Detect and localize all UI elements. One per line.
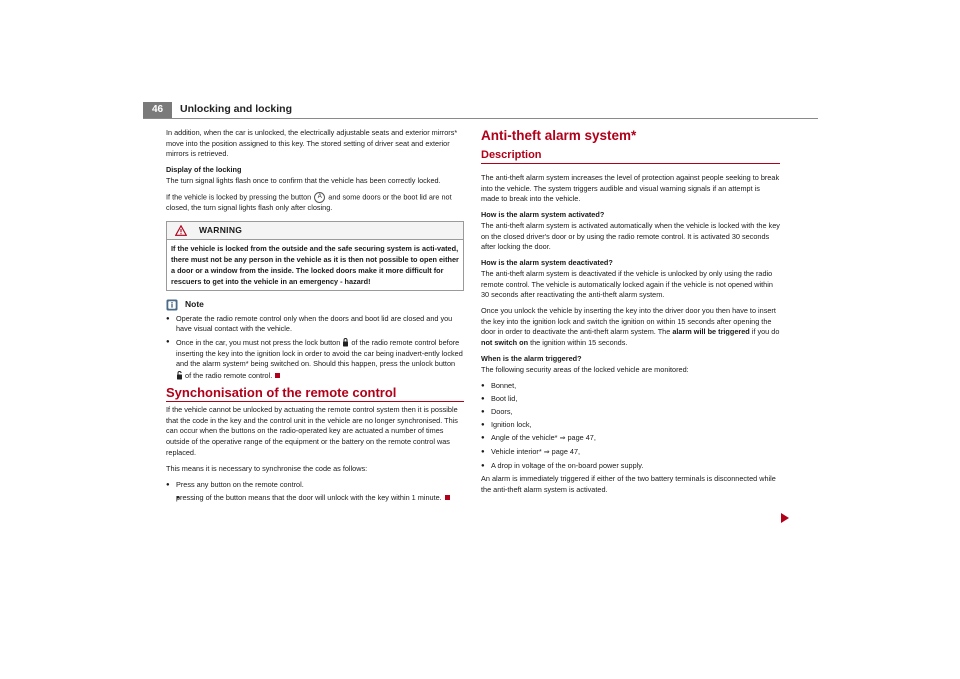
interior-page-ref[interactable]: page 47,: [551, 447, 581, 457]
unlock-text-1: Once you unlock the vehicle by inserting the key into the driver door you then have to insert the key into the ignition lock and switch the ignition on within 15 seconds after opening the door in order to deactivate the anti-theft alarm system. The: [481, 306, 776, 337]
monitored-item-doors: ● Doors,: [481, 407, 780, 418]
monitored-item-interior: [481, 447, 780, 459]
display-text: The turn signal lights flash once to confirm that the vehicle has been correctly locked.: [166, 175, 441, 185]
note-bullet-2: [166, 337, 464, 381]
note-2-text-b: of the radio remote control before inserting the key into the ignition lock in order to avoid the car being inadvert-ently locked and the alarm system* being switched on. Should this happen, press the unlock button: [176, 338, 463, 369]
monitored-item-bonnet: ● Bonnet,: [481, 381, 780, 392]
right-column: [481, 128, 780, 501]
button-a-ref: A: [314, 192, 325, 203]
note-bullet-1: ● Operate the radio remote control only when the doors and boot lid are closed and you have visual contact with the vehicle.: [166, 314, 464, 335]
locked-text-1: If the vehicle is locked by pressing the button: [166, 192, 312, 202]
note-label: Note: [185, 299, 204, 310]
warning-header: [167, 222, 463, 240]
sync-text-1: If the vehicle cannot be unlocked by actuating the remote control system then it is possible that the code in the key and the control unit in the vehicle are no longer synchronised. This can occur when the buttons on the radio-operated key are actuated a number of times outside of the operative range of the equipment or the battery on the remote control was replaced.: [166, 405, 458, 457]
next-page-arrow-icon[interactable]: [781, 513, 789, 523]
activated-text: The anti-theft alarm system is activated automatically when the vehicle is locked with the key on the closed driver's door or by using the radio remote control. It is activated 30 seconds after locking the door.: [481, 221, 780, 252]
left-column: [166, 128, 464, 506]
angle-item-text: Angle of the vehicle*: [491, 433, 558, 443]
note-info-icon: [166, 299, 178, 311]
display-heading: Display of the locking: [166, 165, 242, 175]
locked-text-2: and some doors or the boot lid are not closed, the turn signal lights flash only after closing.: [166, 192, 452, 212]
activated-heading: How is the alarm system activated?: [481, 210, 605, 220]
warning-label: WARNING: [199, 224, 243, 235]
page-header: [143, 102, 818, 119]
monitored-item-boot-lid: ● Boot lid,: [481, 394, 780, 405]
battery-text: An alarm is immediately triggered if either of the two battery terminals is disconnected while the anti-theft alarm system is activated.: [481, 474, 776, 495]
ref-arrow-icon: ⇒: [543, 449, 550, 457]
unlock-paragraph: [481, 306, 780, 348]
monitored-item-ignition-lock: ● Ignition lock,: [481, 420, 780, 431]
page-title: Unlocking and locking: [180, 103, 293, 115]
unlock-bold-1: alarm will be triggered: [672, 327, 750, 337]
monitored-item-angle: [481, 433, 780, 445]
triggered-text: The following security areas of the locked vehicle are monitored:: [481, 364, 689, 374]
warning-triangle-icon: [175, 225, 187, 236]
end-mark-icon: [275, 373, 280, 378]
triggered-heading: When is the alarm triggered?: [481, 354, 582, 364]
deactivated-heading: How is the alarm system deactivated?: [481, 258, 613, 268]
interior-item-text: Vehicle interior*: [491, 447, 542, 457]
ref-arrow-icon: ⇒: [559, 435, 566, 443]
intro-paragraph: In addition, when the car is unlocked, the electrically adjustable seats and exterior mirrors* move into the position assigned to this key. The stored setting of driver seat and exterior mirrors is retrieved.: [166, 128, 458, 159]
alarm-section-title: Anti-theft alarm system*: [481, 128, 637, 143]
note-2-text-c: of the radio remote control.: [185, 371, 273, 381]
note-header: [166, 299, 464, 311]
deactivated-text: The anti-theft alarm system is deactivated if the vehicle is unlocked by only using the radio remote control. The vehicle is automatically locked again if the vehicle is not opened within 30 seconds after reactivating the anti-theft alarm system.: [481, 268, 773, 300]
sync-section-title: Synchonisation of the remote control: [166, 388, 464, 403]
sync-bullet-2: [166, 493, 464, 504]
page-number: 46: [143, 102, 172, 118]
unlock-bold-2: not switch on: [481, 338, 529, 347]
sync-bullet-2-text: pressing of the button means that the door will unlock with the key within 1 minute.: [176, 492, 442, 502]
unlock-text-3: the ignition within 15 seconds.: [530, 338, 628, 347]
angle-page-ref[interactable]: page 47,: [567, 433, 596, 443]
description-subtitle: Description: [481, 150, 780, 165]
locked-paragraph: [166, 192, 464, 214]
sync-bullet-1: ● Press any button on the remote control.: [166, 480, 464, 491]
unlock-button-icon: [176, 370, 183, 380]
note-2-text-a: Once in the car, you must not press the lock button: [176, 338, 341, 348]
end-mark-icon: [445, 495, 450, 500]
warning-text: If the vehicle is locked from the outside and the safe securing system is acti-vated, there must not be any person in the vehicle as it is then not possible to open either a door or a window from the inside. The locked doors make it more difficult for rescuers to get into the vehicle in an emergency - hazard!: [171, 243, 459, 286]
lock-button-icon: [342, 337, 349, 347]
alarm-description: The anti-theft alarm system increases the level of protection against people seeking to break into the vehicle. The system triggers audible and visual warning signals if an attempt is made to break into the vehicle.: [481, 173, 780, 204]
unlock-text-2: if you do: [751, 327, 780, 337]
monitored-item-voltage: ● A drop in voltage of the on-board power supply.: [481, 461, 780, 472]
sync-text-2: This means it is necessary to synchronise the code as follows:: [166, 463, 368, 473]
warning-box: [166, 221, 464, 291]
